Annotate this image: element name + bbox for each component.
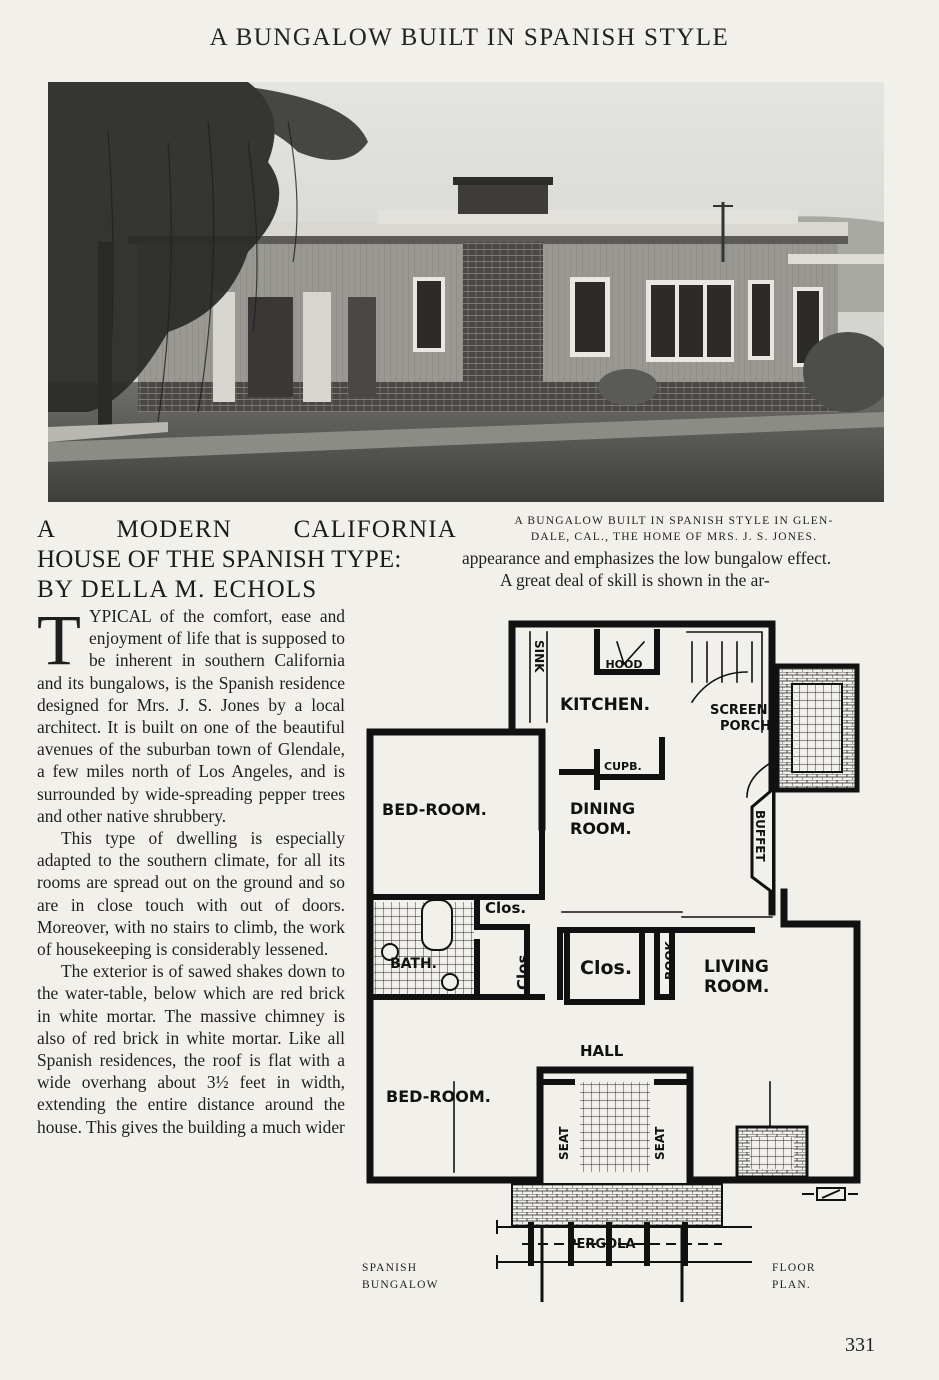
article-column-right xyxy=(462,547,886,591)
running-head: A BUNGALOW BUILT IN SPANISH STYLE xyxy=(209,24,730,51)
plan-caption-line: BUNGALOW xyxy=(362,1279,439,1291)
photo-caption xyxy=(462,513,886,545)
paragraph-2: This type of dwelling is especially adapted to the southern climate, for all its rooms are spread out on the ground and so are in close touch with out of doors. Moreover, with no stairs to climb, the work of housekeeping is considerably lessened. xyxy=(37,828,345,960)
article-headline xyxy=(37,515,457,605)
label-closet-1: Clos. xyxy=(485,899,527,917)
label-closet-3: Clos. xyxy=(580,957,633,979)
paragraph-5: A great deal of skill is shown in the ar- xyxy=(500,570,770,591)
label-kitchen: KITCHEN. xyxy=(560,695,651,715)
label-living-2: ROOM. xyxy=(704,977,770,997)
paragraph-1-text: YPICAL of the comfort, ease and enjoyment of life that is supposed to be inherent in southern California and its bungalows, is the Spanish residence designed for Mrs. J. S. Jones by a local architect. It is built on one of the beautiful avenues of the suburban town of Glendale, a few miles north of Los Angeles, and is surrounded by wide-spreading pepper trees and other native shrubbery. xyxy=(37,606,345,826)
label-buffet: BUFFET xyxy=(753,810,767,862)
label-screen-porch-1: SCREEN xyxy=(710,703,768,718)
label-closet-2: Clos. xyxy=(514,948,532,990)
label-screen-porch-2: PORCH. xyxy=(720,719,776,734)
label-cupboard: CUPB. xyxy=(604,760,642,773)
label-bed-room-2: BED-ROOM. xyxy=(386,1087,491,1106)
photo-caption-line: A BUNGALOW BUILT IN SPANISH STYLE IN GLEN- xyxy=(514,515,834,527)
photo-caption-line: DALE, CAL., THE HOME OF MRS. J. S. JONES. xyxy=(530,531,818,543)
plan-caption-line: PLAN. xyxy=(772,1279,811,1291)
paragraph-3: The exterior is of sawed shakes down to the water-table, below which are red brick in white mortar. The massive chimney is also of red brick in white mortar. Like all Spanish residences, the roof is flat with a wide overhang about 3½ feet in width, extending the entire distance around the house. This gives the building a much wider xyxy=(37,961,345,1137)
headline-line-2: HOUSE OF THE SPANISH TYPE: xyxy=(37,546,402,573)
label-book: BOOK xyxy=(663,941,677,980)
label-sink: SINK xyxy=(532,640,546,673)
article-column-left xyxy=(37,600,345,1138)
headline-line-1: A MODERN CALIFORNIA xyxy=(37,516,457,543)
bungalow-photograph xyxy=(48,82,884,502)
drop-cap: T xyxy=(37,600,81,680)
label-hall: HALL xyxy=(580,1042,624,1060)
label-hood: HOOD xyxy=(605,658,643,671)
label-seat-1: SEAT xyxy=(557,1126,571,1160)
paragraph-1 xyxy=(37,600,345,827)
floor-plan xyxy=(352,612,886,1312)
label-living-1: LIVING xyxy=(704,957,769,977)
label-bath: BATH. xyxy=(390,956,438,972)
page-number: 331 xyxy=(845,1334,875,1356)
plan-caption-right xyxy=(772,1260,816,1294)
paragraph-4: appearance and emphasizes the low bungalow effect. xyxy=(462,548,832,568)
label-pergola: PERGOLA xyxy=(567,1237,636,1252)
plan-caption-left xyxy=(362,1260,439,1294)
plan-caption-line: SPANISH xyxy=(362,1262,418,1274)
label-dining-2: ROOM. xyxy=(570,819,632,838)
plan-caption-line: FLOOR xyxy=(772,1262,816,1274)
label-bed-room-1: BED-ROOM. xyxy=(382,800,487,819)
label-seat-2: SEAT xyxy=(653,1126,667,1160)
label-dining-1: DINING xyxy=(570,799,636,818)
headline-byline: BY DELLA M. ECHOLS xyxy=(37,576,318,603)
